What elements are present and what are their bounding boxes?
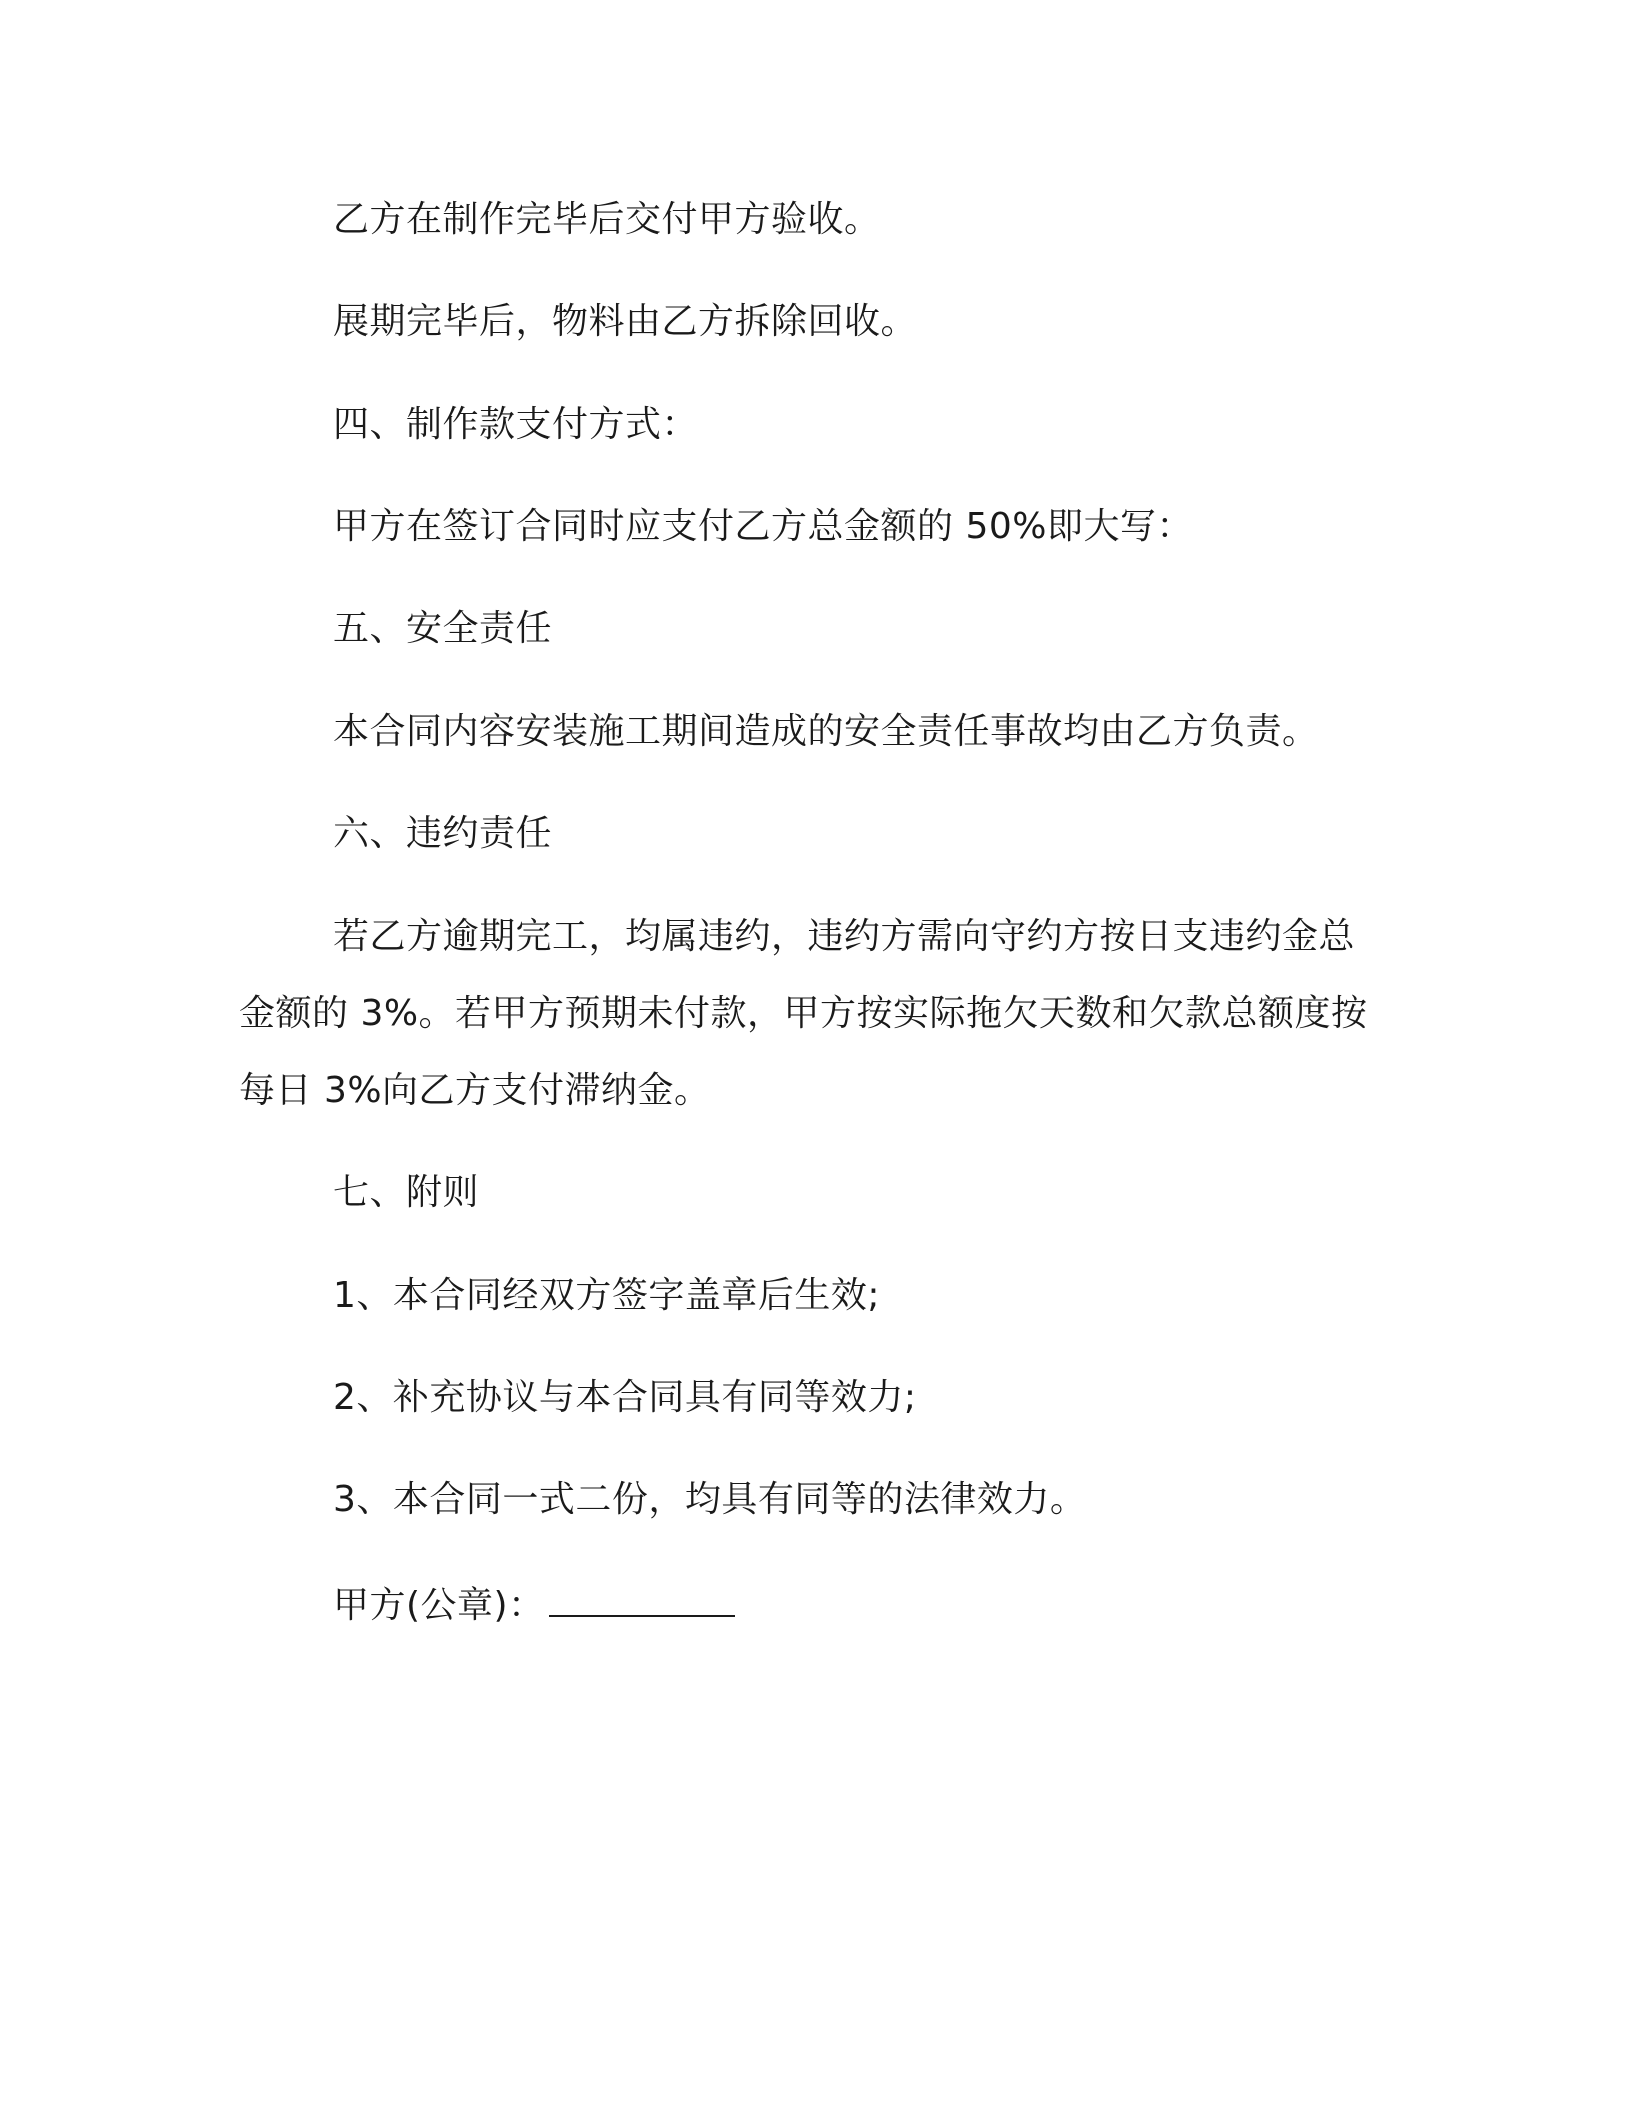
safety-line: 本合同内容安装施工期间造成的安全责任事故均由乙方负责。: [333, 711, 1319, 752]
section-7-heading: 七、附则: [333, 1172, 480, 1213]
section-4-heading: 四、制作款支付方式：: [333, 404, 699, 445]
payment-line: 甲方在签订合同时应支付乙方总金额的 50%即大写：: [333, 506, 1193, 547]
appendix-item-3: 3、本合同一式二份，均具有同等的法律效力。: [333, 1479, 1087, 1520]
breach-line-1: 若乙方逾期完工，均属违约，违约方需向守约方按日支违约金总: [333, 916, 1356, 957]
signature-blank[interactable]: [549, 1579, 735, 1617]
delivery-line: 乙方在制作完毕后交付甲方验收。: [333, 199, 881, 240]
breach-line-2: 金额的 3%。若甲方预期未付款，甲方按实际拖欠天数和欠款总额度按: [239, 993, 1368, 1034]
section-6-heading: 六、违约责任: [333, 813, 553, 854]
signature-label: 甲方(公章)：: [333, 1585, 545, 1626]
appendix-item-2: 2、补充协议与本合同具有同等效力;: [333, 1377, 917, 1418]
breach-paragraph: [239, 913, 1389, 1113]
appendix-item-1: 1、本合同经双方签字盖章后生效;: [333, 1275, 881, 1316]
removal-line: 展期完毕后，物料由乙方拆除回收。: [333, 301, 918, 342]
breach-line-3: 每日 3%向乙方支付滞纳金。: [239, 1070, 711, 1111]
signature-line: [333, 1579, 735, 1630]
section-5-heading: 五、安全责任: [333, 608, 553, 649]
